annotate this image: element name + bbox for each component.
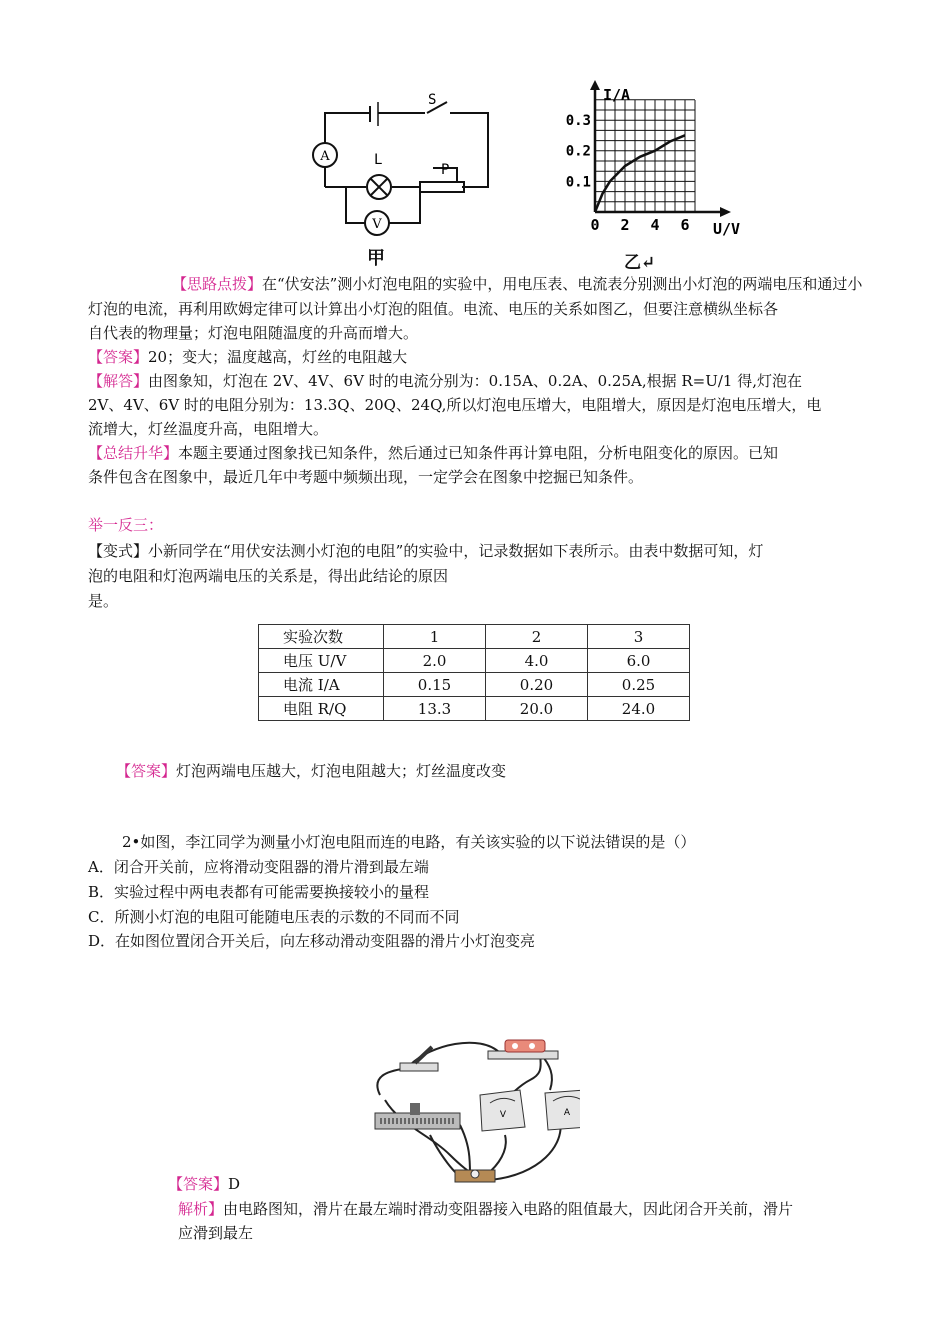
summary-line-2: 条件包含在图象中，最近几年中考题中频频出现，一定学会在图象中挖掘已知条件。 xyxy=(88,468,644,486)
iu-chart xyxy=(555,80,755,245)
x-axis-label: U/V xyxy=(713,220,741,238)
hint-tag: 【思路点拨】 xyxy=(172,275,263,293)
voltmeter-label: V xyxy=(372,217,382,232)
hint-line-2: 灯泡的电流，再利用欧姆定律可以计算出小灯泡的阻值。电流、电压的关系如图乙，但要注意横纵坐标各 xyxy=(88,300,779,318)
battery-icon xyxy=(455,1170,495,1182)
lamp-icon xyxy=(488,1040,558,1059)
table-row: 实验次数 1 2 3 xyxy=(259,625,690,649)
solution-line-2: 2V、4V、6V 时的电阻分别为：13.3Q、20Q、24Q,所以灯泡电压增大，电阻增大，原因是灯泡电压增大，电 xyxy=(88,396,822,414)
data-table xyxy=(258,624,690,721)
option-d: D．在如图位置闭合开关后，向左移动滑动变阻器的滑片小灯泡变亮 xyxy=(88,932,536,950)
variant-line-3: 是。 xyxy=(88,592,119,610)
question-2-stem: 2•如图，李江同学为测量小灯泡电阻而连的电路，有关该实验的以下说法错误的是（） xyxy=(122,833,696,851)
hint-line-1: 【思路点拨】在“伏安法”测小灯泡电阻的实验中，用电压表、电流表分别测出小灯泡的两端电压和通过小 xyxy=(172,275,863,293)
svg-text:V: V xyxy=(499,1110,507,1120)
circuit-photo xyxy=(370,1035,580,1185)
solution-line-1: 【解答】由图象知，灯泡在 2V、4V、6V 时的电流分别为：0.15A、0.2A、0.25A,根据 R=U/1 得,灯泡在 xyxy=(88,372,803,390)
variant-line-2: 泡的电阻和灯泡两端电压的关系是，得出此结论的原因 xyxy=(88,567,449,585)
circuit-diagram xyxy=(300,82,510,242)
y-tick-label: 0.2 xyxy=(565,143,591,160)
variant-line-1: 【变式】小新同学在“用伏安法测小灯泡的电阻”的实验中，记录数据如下表所示。由表中数据可知，灯 xyxy=(88,542,764,560)
x-arrow xyxy=(720,207,731,217)
svg-text:A: A xyxy=(563,1108,571,1118)
table-row: 电流 I/A 0.15 0.20 0.25 xyxy=(259,673,690,697)
option-c: C．所测小灯泡的电阻可能随电压表的示数的不同而不同 xyxy=(88,908,460,926)
x-tick-label: 0 xyxy=(590,216,600,234)
switch-label: S xyxy=(428,92,437,108)
x-tick-label: 4 xyxy=(650,216,660,234)
answer-1: 【答案】20；变大；温度越高，灯丝的电阻越大 xyxy=(88,348,408,366)
x-tick-label: 2 xyxy=(620,216,630,234)
rheostat-icon xyxy=(375,1103,460,1129)
analysis-line-1: 解析】由电路图知，滑片在最左端时滑动变阻器接入电路的阻值最大，因此闭合开关前，滑片 xyxy=(178,1200,794,1218)
option-b: B．实验过程中两电表都有可能需要换接较小的量程 xyxy=(88,883,430,901)
x-tick-label: 6 xyxy=(680,216,690,234)
series-line xyxy=(595,135,685,212)
solution-line-3: 流增大，灯丝温度升高，电阻增大。 xyxy=(88,420,329,438)
answer-2: 【答案】灯泡两端电压越大，灯泡电阻越大；灯丝温度改变 xyxy=(116,762,507,780)
practice-heading: 举一反三： xyxy=(88,516,164,534)
voltmeter-icon xyxy=(480,1090,525,1131)
slider-label: P xyxy=(441,162,450,178)
ammeter-label: A xyxy=(320,149,330,164)
summary-line-1: 【总结升华】本题主要通过图象找已知条件，然后通过已知条件再计算电阻，分析电阻变化的原因。已知 xyxy=(88,444,779,462)
caption-left: 甲 xyxy=(367,248,385,269)
y-tick-label: 0.1 xyxy=(565,174,591,191)
y-arrow xyxy=(590,80,600,90)
y-axis-label: I/A xyxy=(603,86,631,104)
table-row: 电压 U/V 2.0 4.0 6.0 xyxy=(259,649,690,673)
hint-line-3: 自代表的物理量；灯泡电阻随温度的升高而增大。 xyxy=(88,324,419,342)
lamp-label: L xyxy=(374,152,383,168)
analysis-line-2: 应滑到最左 xyxy=(178,1224,254,1242)
answer-3: 【答案】D xyxy=(168,1175,241,1193)
ammeter-icon xyxy=(545,1090,580,1130)
option-a: A．闭合开关前，应将滑动变阻器的滑片滑到最左端 xyxy=(88,858,429,876)
caption-right: 乙↵ xyxy=(624,253,656,273)
y-tick-label: 0.3 xyxy=(565,113,591,129)
table-row: 电阻 R/Q 13.3 20.0 24.0 xyxy=(259,697,690,721)
